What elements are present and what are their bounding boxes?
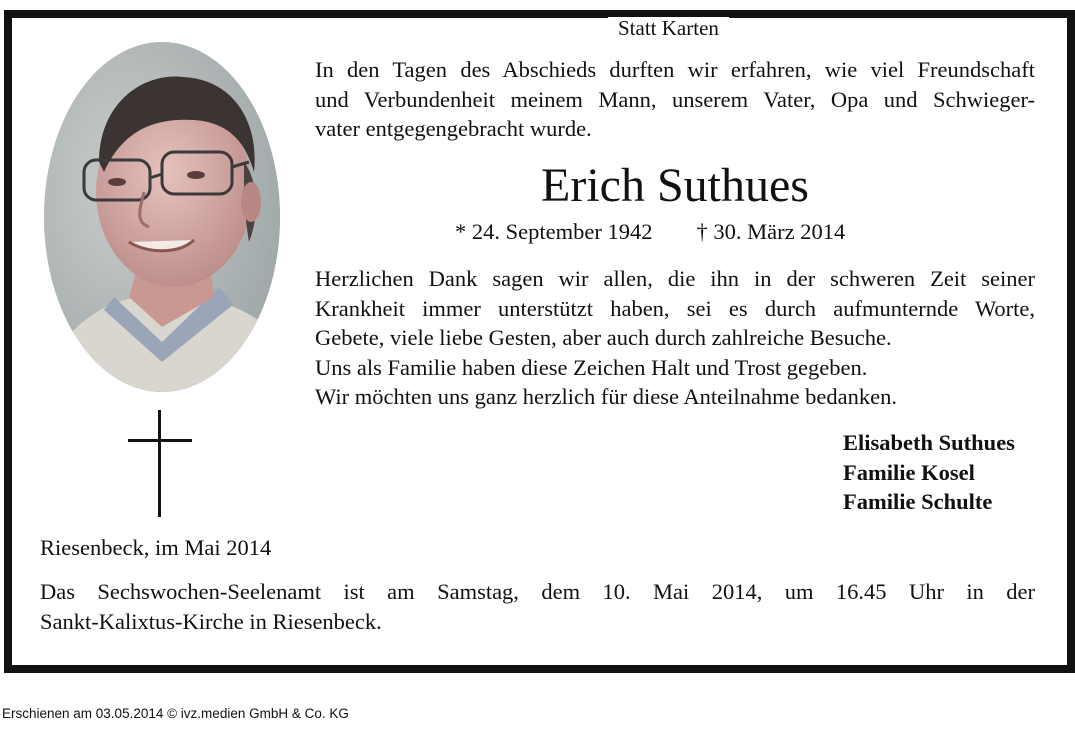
- cross-icon-vertical: [158, 410, 161, 517]
- thanks-line: Uns als Familie haben diese Zeichen Halt und Trost gegeben.: [315, 354, 868, 380]
- intro-text: [315, 55, 1035, 144]
- signer: Familie Schulte: [843, 489, 993, 514]
- birth-date: * 24. September 1942: [455, 219, 653, 244]
- header-label: Statt Karten: [608, 17, 729, 39]
- service-line: Das Sechswochen-Seelenamt ist am Samstag, dem 10. Mai 2014, um 16.45 Uhr in der: [40, 579, 1035, 604]
- thanks-line: Herzlichen Dank sagen wir allen, die ihn in der schweren Zeit seiner: [315, 266, 1035, 291]
- cross-icon-horizontal: [128, 439, 192, 442]
- signer: Elisabeth Suthues: [843, 430, 1015, 455]
- place-date: Riesenbeck, im Mai 2014: [40, 535, 272, 560]
- intro-line: und Verbundenheit meinem Mann, unserem Vater, Opa und Schwieger-: [315, 86, 1035, 112]
- life-dates: [455, 218, 845, 246]
- portrait-photo: [44, 42, 280, 392]
- thanks-text: [315, 264, 1035, 412]
- service-line: Sankt-Kalixtus-Kirche in Riesenbeck.: [40, 609, 382, 634]
- thanks-line: Gebete, viele liebe Gesten, aber auch durch zahlreiche Besuche.: [315, 325, 892, 350]
- signers-list: [843, 428, 1015, 517]
- intro-line: vater entgegengebracht wurde.: [315, 116, 592, 141]
- portrait-illustration: [44, 42, 280, 392]
- intro-line: In den Tagen des Abschieds durften wir erfahren, wie viel Freundschaft: [315, 57, 1035, 82]
- service-text: [40, 577, 1035, 637]
- publication-footer: Erschienen am 03.05.2014 © ivz.medien GmbH & Co. KG: [2, 706, 349, 721]
- death-date: † 30. März 2014: [696, 219, 846, 244]
- thanks-line: Wir möchten uns ganz herzlich für diese Anteilnahme bedanken.: [315, 384, 898, 409]
- thanks-line: Krankheit immer unterstützt haben, sei es durch aufmunternde Worte,: [315, 295, 1035, 321]
- deceased-name: Erich Suthues: [541, 159, 809, 212]
- signer: Familie Kosel: [843, 459, 975, 485]
